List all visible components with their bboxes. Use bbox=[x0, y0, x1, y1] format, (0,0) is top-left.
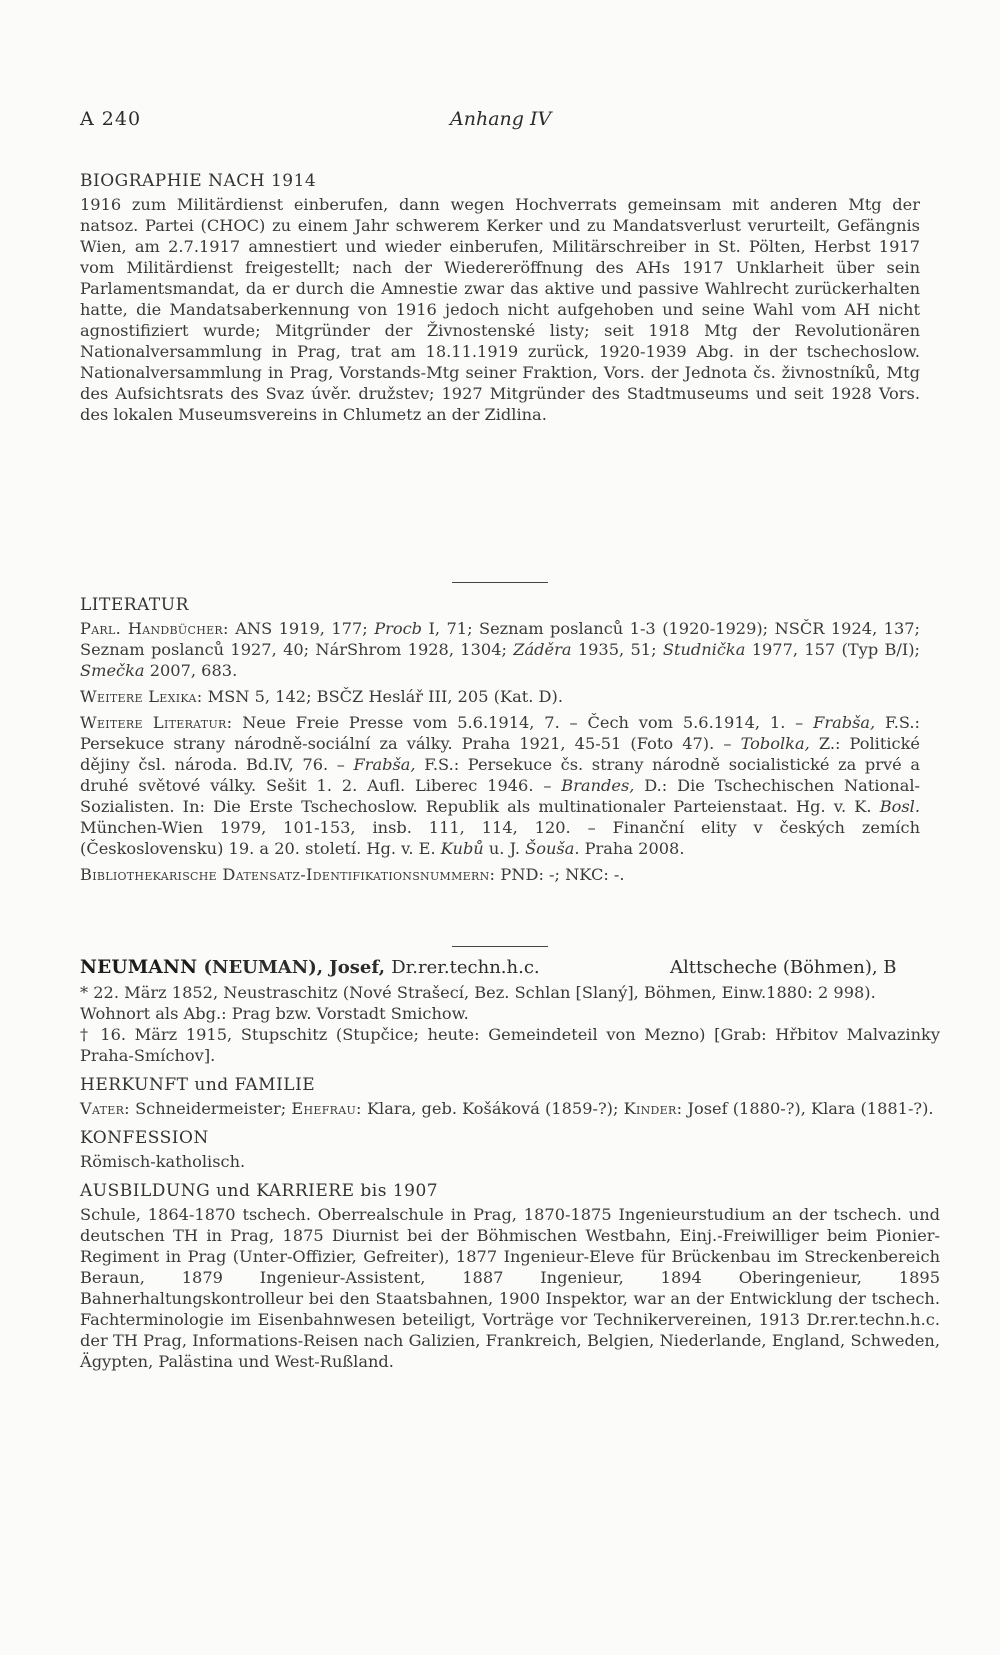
biographie-text: 1916 zum Militärdienst einberufen, dann wegen Hochverrats gemeinsam mit anderen Mtg der natsoz. Partei (CHOC) zu einem Jahr schwerem Kerker und zu Mandatsverlust verurteilt, Gefängnis Wien, am 2.7.1917 amnestiert und wieder einberufen, Militärschreiber in St. Pölten, Herbst 1917 vom Militärdienst freigestellt; nach der Wiedereröffnung des AHs 1917 Unklarheit über sein Parlamentsmandat, da er durch die Amnestie zwar das aktive und passive Wahlrecht zurückerhalten hatte, die Mandatsaberkennung von 1916 jedoch nicht aufgehoben und seine Wahl vom AH nicht agnostifiziert wurde; Mitgründer der Živnostenské listy; seit 1918 Mtg der Revolutionären Nationalversammlung in Prag, trat am 18.11.1919 zurück, 1920-1939 Abg. in der tschechoslow. Nationalversammlung in Prag, Vorstands-Mtg seiner Fraktion, Vors. der Jednota čs. živnostníků, Mtg des Aufsichtsrats des Svaz úvěr. družstev; 1927 Mitgründer des Stadtmuseums und seit 1928 Vors. des lokalen Museumsvereins in Chlumetz an der Zidlina. bbox=[80, 195, 920, 424]
author: Bosl. bbox=[879, 797, 920, 816]
vater-value: Schneidermeister; bbox=[129, 1099, 292, 1118]
parl-text: 1935, 51; bbox=[571, 640, 663, 659]
ausbildung-heading-word: AUSBILDUNG bbox=[80, 1181, 211, 1201]
author: Smečka bbox=[80, 661, 145, 680]
entry-birth: * 22. März 1852, Neustraschitz (Nové Strašecí, Bez. Schlan [Slaný], Böhmen, Einw.1880: 2 998). bbox=[80, 983, 876, 1002]
weitere-text: u. J. bbox=[483, 839, 526, 858]
ausbildung-section bbox=[80, 1180, 940, 1372]
author: Záděra bbox=[513, 640, 572, 659]
heading-und: und bbox=[188, 1075, 235, 1095]
author: Šouša. bbox=[525, 839, 580, 858]
ehefrau-value: Klara, geb. Košáková (1859-?); bbox=[361, 1099, 624, 1118]
konfession-heading: KONFESSION bbox=[80, 1128, 209, 1148]
parl-text: 2007, 683. bbox=[144, 661, 238, 680]
konfession-text: Römisch-katholisch. bbox=[80, 1152, 246, 1171]
parl-handbuecher bbox=[80, 618, 920, 681]
entry-death: † 16. März 1915, Stupschitz (Stupčice; heute: Gemeindeteil von Mezno) [Grab: Hřbitov Malvazinky Praha-Smíchov]. bbox=[80, 1025, 940, 1065]
weitere-text: Z.: Politické dějiny čsl. národa. Bd.IV, 76. – bbox=[80, 734, 920, 774]
kinder-label: Kinder: bbox=[623, 1099, 683, 1118]
author: Studnička bbox=[662, 640, 746, 659]
running-title: Anhang IV bbox=[450, 108, 552, 130]
ausbildung-text: Schule, 1864-1870 tschech. Oberrealschule in Prag, 1870-1875 Ingenieurstudium an der tschech. und deutschen TH in Prag, 1875 Diurnist bei der Böhmischen Westbahn, Einj.-Freiwilliger beim Pionier-Regiment in Prag (Unter-Offizier, Gefreiter), 1877 Ingenieur-Eleve für Brückenbau im Streckenbereich Beraun, 1879 Ingenieur-Assistent, 1887 Ingenieur, 1894 Oberingenieur, 1895 Bahnerhaltungskontrolleur bei den Staatsbahnen, 1900 Inspektor, war an der Entwicklung der tschech. Fachterminologie im Eisenbahnwesen beteiligt, Vorträge vor Technikervereinen, 1913 Dr.rer.techn.h.c. der TH Prag, Informations-Reisen nach Galizien, Frankreich, Belgien, Niederlande, England, Schweden, Ägypten, Palästina und West-Rußland. bbox=[80, 1205, 940, 1371]
lexika-label: Weitere Lexika: bbox=[80, 687, 203, 706]
entry-degree: Dr.rer.techn.h.c. bbox=[391, 957, 540, 978]
herkunft-heading bbox=[80, 1074, 940, 1096]
entry-name-rest: (NEUMAN), Josef, bbox=[197, 957, 392, 978]
vater-label: Vater: bbox=[80, 1099, 130, 1118]
entry-neumann bbox=[80, 950, 940, 1380]
author: Frabša, bbox=[353, 755, 416, 774]
entry-title bbox=[80, 956, 940, 982]
biographie-heading: BIOGRAPHIE NACH 1914 bbox=[80, 171, 317, 191]
weitere-text: F.S.: Persekuce čs. strany národně socialistické za prvé a druhé světové války. Sešit 1. 2. Aufl. Liberec 1946. – bbox=[80, 755, 920, 795]
ausbildung-heading-word: KARRIERE bbox=[256, 1181, 355, 1201]
literatur-heading: LITERATUR bbox=[80, 595, 189, 615]
author: Frabša, bbox=[813, 713, 876, 732]
herkunft-heading-word: FAMILIE bbox=[234, 1075, 316, 1095]
heading-bis: bis 1907 bbox=[354, 1181, 439, 1201]
entry-party: Alttscheche (Böhmen), B bbox=[670, 957, 897, 978]
author: Kubů bbox=[440, 839, 484, 858]
entry-residence: Wohnort als Abg.: Prag bzw. Vorstadt Smichow. bbox=[80, 1004, 469, 1023]
ehefrau-label: Ehefrau: bbox=[291, 1099, 362, 1118]
weitere-text: F.S.: Persekuce strany národně-sociální za války. Praha 1921, 45-51 (Foto 47). – bbox=[80, 713, 920, 753]
weitere-label: Weitere Literatur: bbox=[80, 713, 233, 732]
page-number: A 240 bbox=[80, 108, 142, 130]
weitere-text: München-Wien 1979, 101-153, insb. 111, 114, 120. – Finanční elity v českých zemích (Československu) 19. a 20. století. Hg. v. E. bbox=[80, 818, 920, 858]
parl-text: I, 71; Seznam poslanců 1-3 (1920-1929); NSČR 1924, 137; Seznam poslanců 1927, 40; NárShrom 1928, 1304; bbox=[80, 619, 921, 659]
weitere-lexika bbox=[80, 686, 920, 707]
literatur-section bbox=[80, 594, 920, 890]
herkunft-section bbox=[80, 1074, 940, 1119]
weitere-text: D.: Die Tschechischen National-Sozialisten. In: Die Erste Tschechoslow. Republik als multinationaler Parteienstaat. Hg. v. K. bbox=[80, 776, 920, 816]
author: Procb bbox=[374, 619, 423, 638]
parl-text: 1977, 157 (Typ B/I); bbox=[745, 640, 921, 659]
section-divider bbox=[452, 582, 548, 583]
ausbildung-heading bbox=[80, 1180, 940, 1202]
author: Brandes, bbox=[561, 776, 635, 795]
bibl-text: PND: -; NKC: -. bbox=[495, 865, 625, 884]
herkunft-heading-word: HERKUNFT bbox=[80, 1075, 189, 1095]
heading-und: und bbox=[210, 1181, 257, 1201]
biographie-section bbox=[80, 170, 920, 425]
parl-label: Parl. Handbücher: bbox=[80, 619, 229, 638]
kinder-value: Josef (1880-?), Klara (1881-?). bbox=[682, 1099, 934, 1118]
bibl-label: Bibliothekarische Datensatz-Identifikationsnummern: bbox=[80, 865, 496, 884]
bibliothekarische-ids bbox=[80, 864, 920, 885]
entry-surname: NEUMANN bbox=[80, 957, 198, 978]
page-header bbox=[80, 100, 920, 130]
entry-divider bbox=[452, 946, 548, 947]
lexika-text: MSN 5, 142; BSČZ Heslář III, 205 (Kat. D). bbox=[202, 687, 563, 706]
author: Tobolka, bbox=[740, 734, 810, 753]
parl-text: ANS 1919, 177; bbox=[228, 619, 375, 638]
herkunft-text bbox=[80, 1098, 940, 1119]
weitere-text: Praha 2008. bbox=[579, 839, 685, 858]
konfession-section bbox=[80, 1127, 940, 1172]
weitere-literatur bbox=[80, 712, 920, 859]
weitere-text: Neue Freie Presse vom 5.6.1914, 7. – Čech vom 5.6.1914, 1. – bbox=[232, 713, 814, 732]
